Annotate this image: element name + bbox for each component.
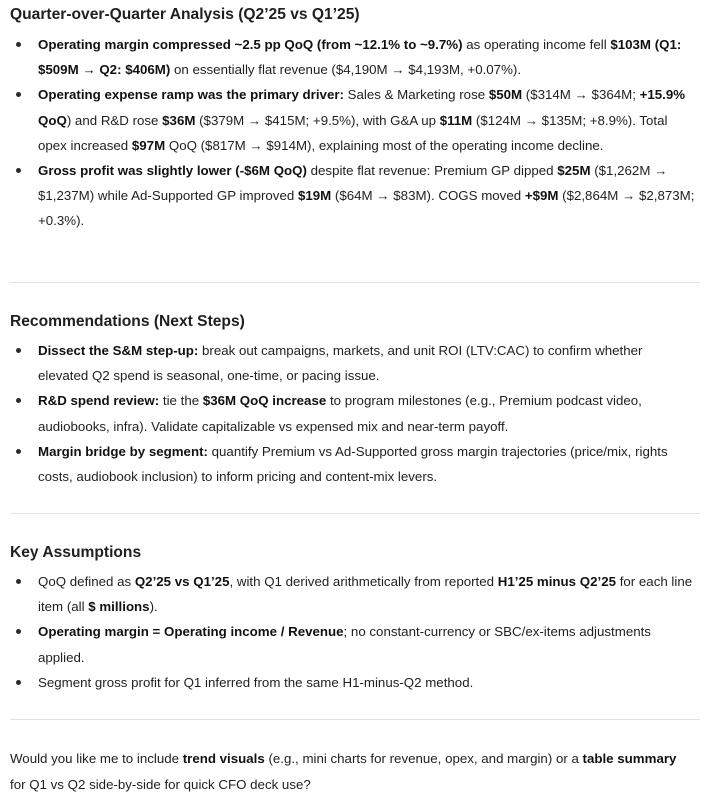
divider (10, 719, 700, 720)
bullet-dot (16, 449, 21, 454)
qoq-list (10, 32, 695, 234)
assumptions-heading: Key Assumptions (10, 544, 142, 561)
recommendations-heading: Recommendations (Next Steps) (10, 313, 245, 330)
closing-question: Would you like me to include trend visuals (e.g., mini charts for revenue, opex, and margin) or a table summary for Q1 vs Q2 side-by-side for quick CFO deck use? (10, 751, 677, 792)
bullet-dot (16, 398, 21, 403)
recommendations-list (10, 338, 695, 489)
recommendation-sm: Dissect the S&M step-up: break out campaigns, markets, and unit ROI (LTV:CAC) to confirm whether elevated Q2 spend is seasonal, one-time, or pacing issue. (10, 338, 695, 388)
qoq-bullet-gross-profit: Gross profit was slightly lower (-$6M QoQ) despite flat revenue: Premium GP dipped $25M ($1,262M → $1,237M) while Ad-Supported GP improved $19M ($64M → $83M). COGS moved +$9M ($2,864M → $2,873M; +0.3%). (10, 158, 695, 234)
assumptions-list (10, 569, 695, 695)
bullet-dot (16, 92, 21, 97)
bullet-dot (16, 42, 21, 47)
divider (10, 282, 700, 283)
bullet-dot (16, 629, 21, 634)
bullet-dot (16, 579, 21, 584)
assumption-segment-gp: Segment gross profit for Q1 inferred from the same H1-minus-Q2 method. (10, 670, 695, 695)
assumption-qoq-definition: QoQ defined as Q2’25 vs Q1’25, with Q1 derived arithmetically from reported H1’25 minus Q2’25 for each line item (all $ millions). (10, 569, 695, 619)
qoq-heading: Quarter-over-Quarter Analysis (Q2’25 vs Q1’25) (10, 6, 360, 23)
assumption-operating-margin: Operating margin = Operating income / Revenue; no constant-currency or SBC/ex-items adjustments applied. (10, 619, 695, 669)
qoq-bullet-operating-margin: Operating margin compressed ~2.5 pp QoQ (from ~12.1% to ~9.7%) as operating income fell $103M (Q1: $509M → Q2: $406M) on essentially flat revenue ($4,190M → $4,193M, +0.07%). (10, 32, 695, 82)
qoq-bullet-opex: Operating expense ramp was the primary driver: Sales & Marketing rose $50M ($314M → $364M; +15.9% QoQ) and R&D rose $36M ($379M → $415M; +9.5%), with G&A up $11M ($124M → $135M; +8.9%). Total opex increased $97M QoQ ($817M → $914M), explaining most of the operating income decline. (10, 82, 695, 158)
divider (10, 513, 700, 514)
recommendation-rd: R&D spend review: tie the $36M QoQ increase to program milestones (e.g., Premium podcast video, audiobooks, infra). Validate capitalizable vs expensed mix and near-term payoff. (10, 388, 695, 438)
bullet-dot (16, 680, 21, 685)
bullet-dot (16, 348, 21, 353)
bullet-dot (16, 168, 21, 173)
recommendation-margin-bridge: Margin bridge by segment: quantify Premium vs Ad-Supported gross margin trajectories (price/mix, rights costs, audiobook inclusion) to inform pricing and content-mix levers. (10, 439, 695, 489)
